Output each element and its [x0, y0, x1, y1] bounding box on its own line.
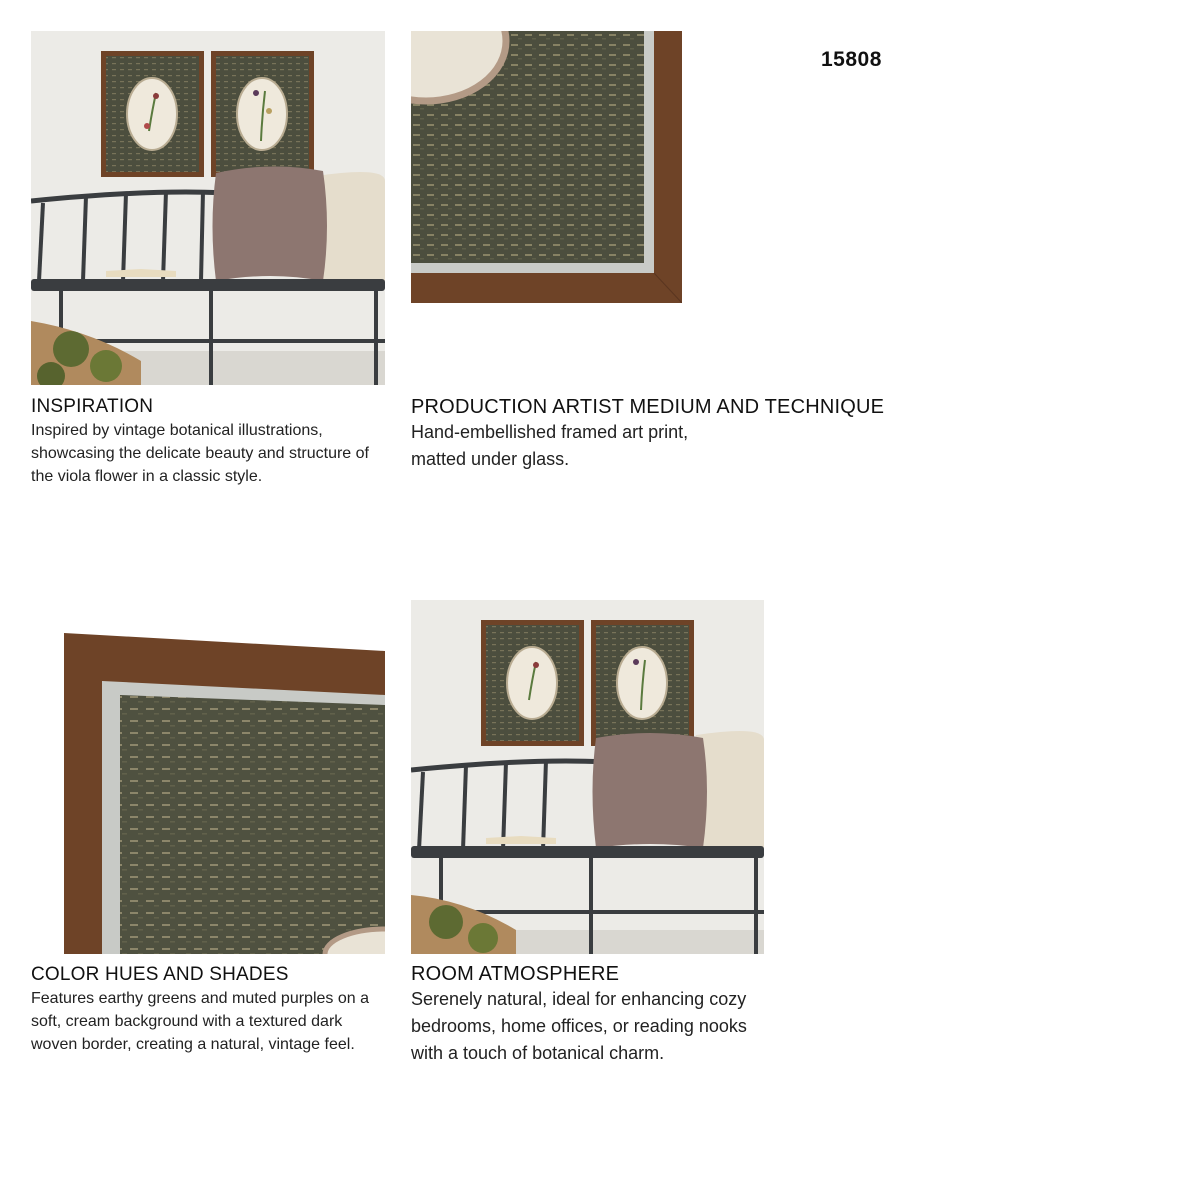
section-heading-production: PRODUCTION ARTIST MEDIUM AND TECHNIQUE: [411, 396, 885, 418]
sku-number: 15808: [821, 48, 882, 71]
section-body-inspiration: Inspired by vintage botanical illustrations, showcasing the delicate beauty and structure of the viola flower in a classic style.: [31, 422, 369, 485]
room-scene-photo-2: [411, 600, 764, 954]
section-heading-room: ROOM ATMOSPHERE: [411, 963, 620, 985]
section-heading-color: COLOR HUES AND SHADES: [31, 964, 289, 985]
frame-detail-photo: [411, 31, 682, 303]
frame-corner-photo: [64, 633, 385, 954]
section-heading-inspiration: INSPIRATION: [31, 396, 154, 417]
room-scene-photo-1: [31, 31, 385, 385]
section-body-production: Hand-embellished framed art print, matted under glass.: [411, 422, 689, 469]
section-body-color: Features earthy greens and muted purples on a soft, cream background with a textured dark woven border, creating a natural, vintage feel.: [31, 990, 369, 1053]
section-body-room: Serenely natural, ideal for enhancing cozy bedrooms, home offices, or reading nooks with a touch of botanical charm.: [411, 989, 747, 1063]
